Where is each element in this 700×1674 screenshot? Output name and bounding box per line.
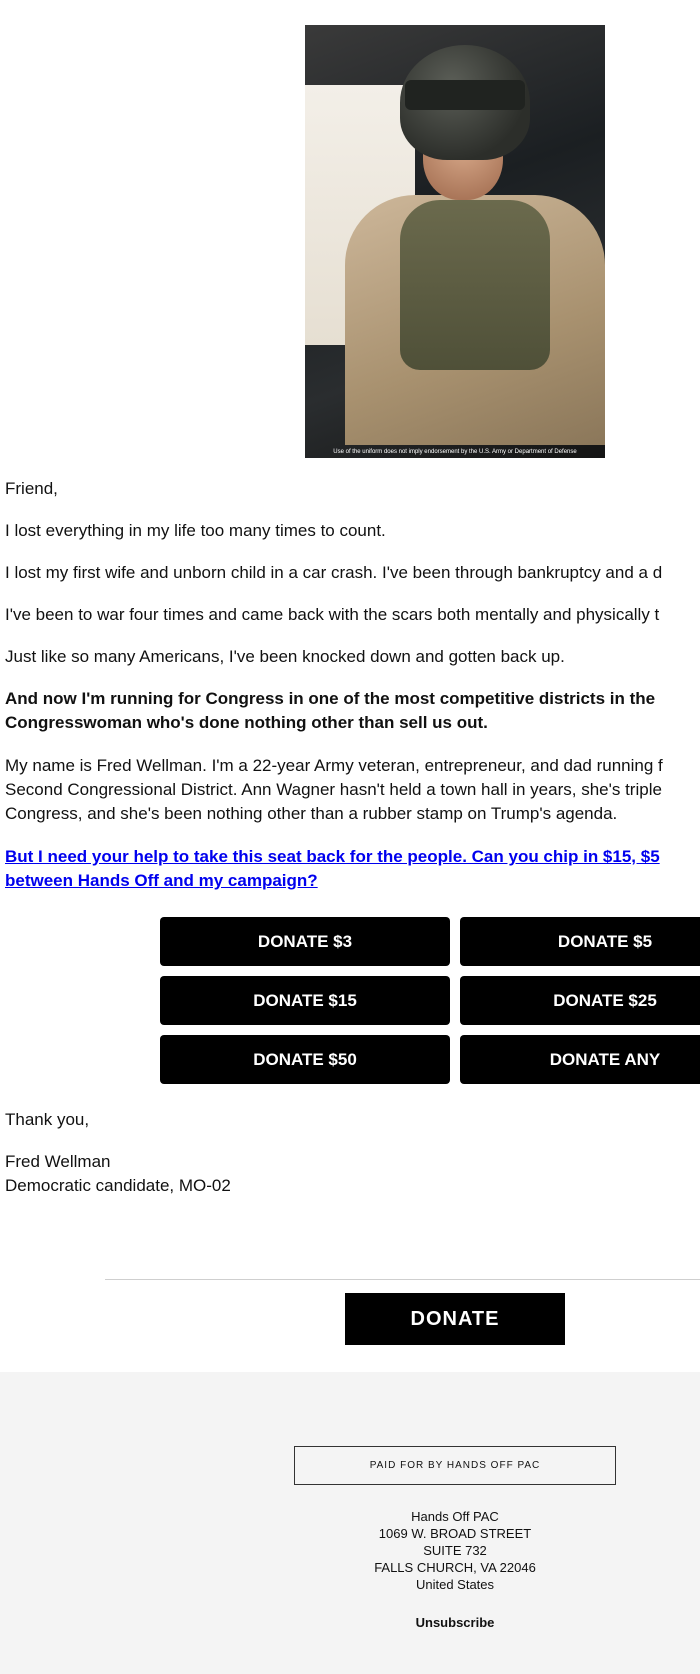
unsubscribe-link[interactable]: Unsubscribe: [415, 1615, 495, 1630]
paragraph-6-line-3: Congress, and she's been nothing other than a rubber stamp on Trump's agenda.: [5, 804, 618, 823]
paragraph-1: I lost everything in my life too many times to count.: [5, 521, 386, 540]
donate-5-button[interactable]: DONATE $5: [460, 917, 700, 966]
photo-vest: [400, 200, 550, 370]
donate-any-button[interactable]: DONATE ANY: [460, 1035, 700, 1084]
hero-photo: [305, 25, 605, 458]
paragraph-6-line-2: Second Congressional District. Ann Wagner hasn't held a town hall in years, she's triple: [5, 780, 662, 799]
photo-caption: Use of the uniform does not imply endorsement by the U.S. Army or Department of Defense: [333, 449, 577, 455]
main-donate-button[interactable]: DONATE: [345, 1293, 565, 1345]
donate-15-button[interactable]: DONATE $15: [160, 976, 450, 1025]
paragraph-4: Just like so many Americans, I've been knocked down and gotten back up.: [5, 647, 565, 666]
signoff-name: Fred Wellman: [5, 1152, 111, 1171]
paragraph-5-line-1: And now I'm running for Congress in one of the most competitive districts in the: [5, 689, 656, 708]
paid-for-disclaimer: PAID FOR BY HANDS OFF PAC: [294, 1446, 616, 1485]
address-country: United States: [415, 1577, 495, 1592]
donate-3-button[interactable]: DONATE $3: [160, 917, 450, 966]
photo-visor: [405, 80, 525, 110]
address-suite: SUITE 732: [423, 1543, 487, 1558]
address-org: Hands Off PAC: [411, 1509, 499, 1524]
paragraph-2: I lost my first wife and unborn child in a car crash. I've been through bankruptcy and a d: [5, 563, 663, 582]
paragraph-5-line-2: Congresswoman who's done nothing other than sell us out.: [5, 713, 488, 732]
address-street: 1069 W. BROAD STREET: [378, 1526, 532, 1541]
signoff-thanks: Thank you,: [5, 1110, 90, 1129]
paragraph-3: I've been to war four times and came back with the scars both mentally and physically t: [5, 605, 660, 624]
divider: [105, 1279, 700, 1280]
donate-link-line-2[interactable]: between Hands Off and my campaign?: [5, 871, 318, 890]
donate-link-line-1[interactable]: But I need your help to take this seat back for the people. Can you chip in $15, $5: [5, 847, 660, 866]
paragraph-6-line-1: My name is Fred Wellman. I'm a 22-year Army veteran, entrepreneur, and dad running f: [5, 756, 663, 775]
donate-25-button[interactable]: DONATE $25: [460, 976, 700, 1025]
greeting: Friend,: [5, 479, 58, 498]
donate-50-button[interactable]: DONATE $50: [160, 1035, 450, 1084]
signoff-title: Democratic candidate, MO-02: [5, 1176, 231, 1195]
address-city: FALLS CHURCH, VA 22046: [374, 1560, 536, 1575]
